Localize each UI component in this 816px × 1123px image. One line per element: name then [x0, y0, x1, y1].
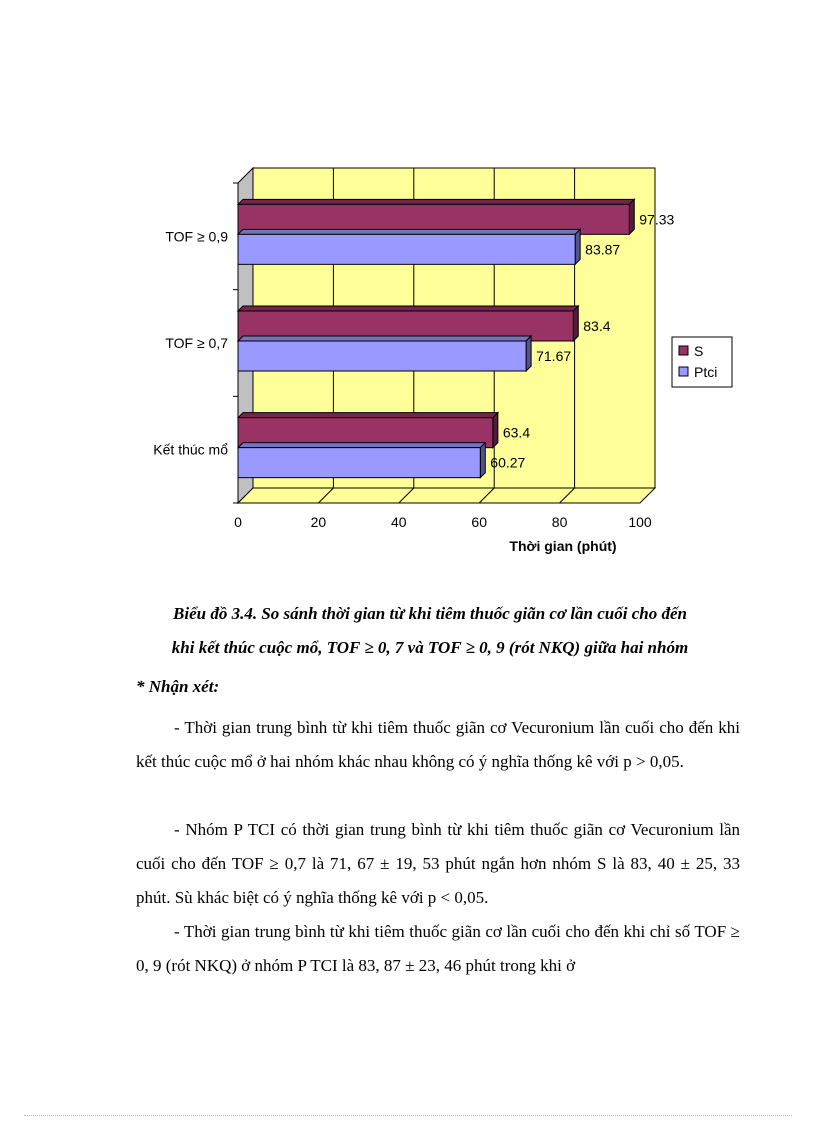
data-label: 83.4 — [583, 318, 611, 334]
legend-label: S — [694, 343, 704, 359]
legend-label: Ptci — [694, 364, 718, 380]
figure-caption-line-2: khi kết thúc cuộc mổ, TOF ≥ 0, 7 và TOF ≥ 0, 9 (rót NKQ) giữa hai nhóm — [171, 638, 689, 657]
bar-side-face — [480, 443, 485, 478]
page-footer-rule — [24, 1115, 792, 1116]
x-axis-title: Thời gian (phút) — [509, 538, 617, 554]
bar-top-face — [238, 306, 578, 311]
x-tick-label: 0 — [234, 514, 242, 530]
bar-ptci-2 — [238, 448, 480, 478]
bar-side-face — [575, 229, 580, 264]
legend-swatch-ptci — [679, 367, 688, 376]
bar-top-face — [238, 443, 485, 448]
data-label: 97.33 — [639, 211, 675, 228]
bar-side-face — [493, 413, 498, 448]
bar-side-face — [526, 336, 531, 371]
y-tick-label: TOF ≥ 0,9 — [165, 228, 228, 245]
paragraph-1: - Thời gian trung bình từ khi tiêm thuốc giãn cơ Vecuronium lần cuối cho đến khi kết thúc cuộc mổ ở hai nhóm khác nhau không có ý nghĩa thống kê với p > 0,05. — [136, 718, 740, 771]
data-label: 71.67 — [536, 348, 572, 364]
data-label: 83.87 — [585, 241, 621, 258]
remark-heading: * Nhận xét: — [136, 677, 220, 696]
x-tick-label: 20 — [310, 514, 327, 530]
y-tick-label: Kết thúc mổ — [153, 441, 228, 458]
x-tick-label: 100 — [628, 514, 652, 530]
bar-ptci-0 — [238, 234, 575, 264]
data-label: 63.4 — [502, 424, 531, 441]
bar-top-face — [238, 413, 498, 418]
x-tick-label: 40 — [391, 514, 407, 530]
bar-side-face — [629, 199, 634, 234]
x-tick-label: 60 — [471, 514, 487, 530]
paragraph-3: - Thời gian trung bình từ khi tiêm thuốc giãn cơ lần cuối cho đến khi chỉ số TOF ≥ 0, 9 (rót NKQ) ở nhóm P TCI là 83, 87 ± 23, 46 phút trong khi ở — [136, 922, 740, 975]
bar-top-face — [238, 199, 634, 204]
paragraph-2: - Nhóm P TCI có thời gian trung bình từ khi tiêm thuốc giãn cơ Vecuronium lần cuối cho đến TOF ≥ 0,7 là 71, 67 ± 19, 53 phút ngắn hơn nhóm S là 83, 40 ± 25, 33 phút. Sù khác biệt có ý nghĩa thống kê với p < 0,05. — [136, 820, 740, 907]
plot-floor — [238, 488, 655, 503]
y-tick-label: TOF ≥ 0,7 — [165, 335, 228, 351]
bar-top-face — [238, 229, 580, 234]
x-tick-label: 80 — [551, 514, 568, 530]
bar-ptci-1 — [238, 341, 526, 371]
figure-caption-line-1: Biểu đồ 3.4. So sánh thời gian từ khi tiêm thuốc giãn cơ lần cuối cho đến — [173, 604, 687, 623]
bar-side-face — [573, 306, 578, 341]
data-label: 60.27 — [490, 454, 526, 471]
bar-top-face — [238, 336, 531, 341]
legend-swatch-s — [679, 346, 688, 355]
